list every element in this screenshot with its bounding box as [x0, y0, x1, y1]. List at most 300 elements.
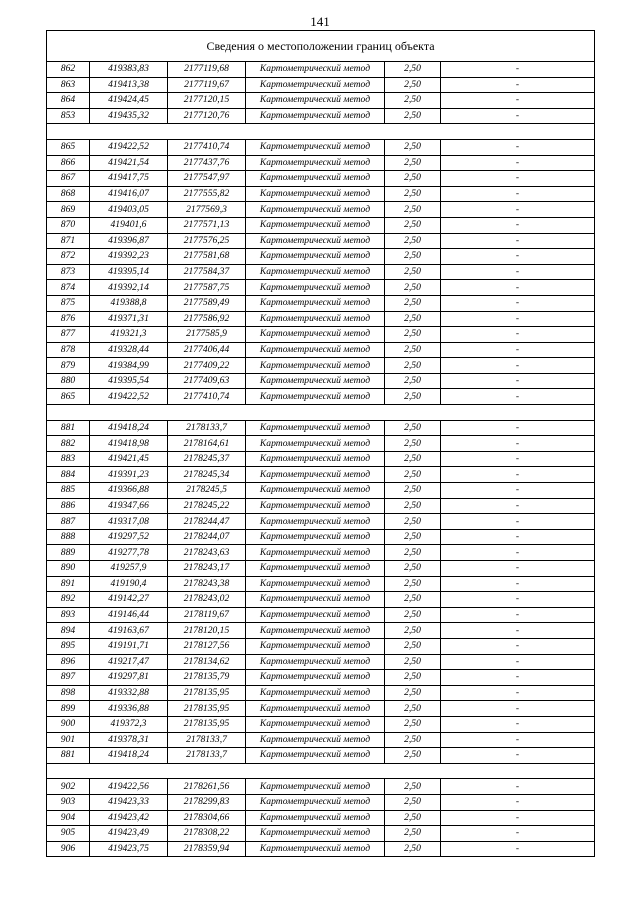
method-cell: Картометрический метод: [246, 483, 385, 499]
y-coordinate-cell: 2178135,95: [168, 701, 246, 717]
x-coordinate-cell: 419378,31: [90, 732, 168, 748]
table-row: [47, 685, 595, 701]
point-number-cell: 853: [47, 108, 90, 124]
accuracy-cell: 2,50: [385, 342, 441, 358]
method-cell: Картометрический метод: [246, 295, 385, 311]
y-coordinate-cell: 2178243,63: [168, 545, 246, 561]
method-cell: Картометрический метод: [246, 77, 385, 93]
method-cell: Картометрический метод: [246, 794, 385, 810]
table-row: [47, 451, 595, 467]
x-coordinate-cell: 419396,87: [90, 233, 168, 249]
point-number-cell: 891: [47, 576, 90, 592]
method-cell: Картометрический метод: [246, 155, 385, 171]
description-cell: -: [441, 529, 595, 545]
point-number-cell: 906: [47, 841, 90, 857]
method-cell: Картометрический метод: [246, 108, 385, 124]
method-cell: Картометрический метод: [246, 186, 385, 202]
y-coordinate-cell: 2177119,67: [168, 77, 246, 93]
table-row: [47, 841, 595, 857]
description-cell: -: [441, 233, 595, 249]
table-row: [47, 529, 595, 545]
x-coordinate-cell: 419383,83: [90, 62, 168, 78]
description-cell: -: [441, 607, 595, 623]
x-coordinate-cell: 419392,14: [90, 280, 168, 296]
table-row: [47, 186, 595, 202]
table-row: [47, 670, 595, 686]
description-cell: -: [441, 592, 595, 608]
description-cell: -: [441, 794, 595, 810]
group-separator-row: [47, 405, 595, 421]
accuracy-cell: 2,50: [385, 295, 441, 311]
x-coordinate-cell: 419435,32: [90, 108, 168, 124]
method-cell: Картометрический метод: [246, 93, 385, 109]
table-row: [47, 358, 595, 374]
method-cell: Картометрический метод: [246, 451, 385, 467]
table-row: [47, 607, 595, 623]
x-coordinate-cell: 419297,81: [90, 670, 168, 686]
accuracy-cell: 2,50: [385, 155, 441, 171]
table-row: [47, 327, 595, 343]
point-number-cell: 900: [47, 716, 90, 732]
point-number-cell: 881: [47, 748, 90, 764]
method-cell: Картометрический метод: [246, 748, 385, 764]
accuracy-cell: 2,50: [385, 436, 441, 452]
table-row: [47, 139, 595, 155]
group-separator-row: [47, 763, 595, 779]
point-number-cell: 874: [47, 280, 90, 296]
x-coordinate-cell: 419191,71: [90, 638, 168, 654]
y-coordinate-cell: 2177587,75: [168, 280, 246, 296]
table-row: [47, 592, 595, 608]
point-number-cell: 890: [47, 561, 90, 577]
description-cell: -: [441, 451, 595, 467]
accuracy-cell: 2,50: [385, 701, 441, 717]
method-cell: Картометрический метод: [246, 358, 385, 374]
description-cell: -: [441, 779, 595, 795]
description-cell: -: [441, 748, 595, 764]
accuracy-cell: 2,50: [385, 561, 441, 577]
accuracy-cell: 2,50: [385, 685, 441, 701]
description-cell: -: [441, 389, 595, 405]
y-coordinate-cell: 2177585,9: [168, 327, 246, 343]
table-row: [47, 373, 595, 389]
description-cell: -: [441, 108, 595, 124]
table-row: [47, 233, 595, 249]
accuracy-cell: 2,50: [385, 389, 441, 405]
table-row: [47, 420, 595, 436]
method-cell: Картометрический метод: [246, 732, 385, 748]
description-cell: -: [441, 436, 595, 452]
y-coordinate-cell: 2178243,02: [168, 592, 246, 608]
point-number-cell: 873: [47, 264, 90, 280]
page-number: 141: [310, 14, 330, 29]
point-number-cell: 894: [47, 623, 90, 639]
description-cell: -: [441, 155, 595, 171]
accuracy-cell: 2,50: [385, 108, 441, 124]
method-cell: Картометрический метод: [246, 233, 385, 249]
method-cell: Картометрический метод: [246, 62, 385, 78]
y-coordinate-cell: 2178127,56: [168, 638, 246, 654]
method-cell: Картометрический метод: [246, 139, 385, 155]
x-coordinate-cell: 419372,3: [90, 716, 168, 732]
table-row: [47, 311, 595, 327]
x-coordinate-cell: 419277,78: [90, 545, 168, 561]
y-coordinate-cell: 2178135,95: [168, 685, 246, 701]
accuracy-cell: 2,50: [385, 514, 441, 530]
accuracy-cell: 2,50: [385, 217, 441, 233]
table-row: [47, 264, 595, 280]
table-row: [47, 701, 595, 717]
point-number-cell: 866: [47, 155, 90, 171]
y-coordinate-cell: 2177584,37: [168, 264, 246, 280]
table-row: [47, 545, 595, 561]
accuracy-cell: 2,50: [385, 794, 441, 810]
description-cell: -: [441, 483, 595, 499]
y-coordinate-cell: 2177589,49: [168, 295, 246, 311]
method-cell: Картометрический метод: [246, 264, 385, 280]
x-coordinate-cell: 419403,05: [90, 202, 168, 218]
method-cell: Картометрический метод: [246, 311, 385, 327]
description-cell: -: [441, 295, 595, 311]
y-coordinate-cell: 2177410,74: [168, 139, 246, 155]
method-cell: Картометрический метод: [246, 592, 385, 608]
point-number-cell: 869: [47, 202, 90, 218]
table-row: [47, 576, 595, 592]
method-cell: Картометрический метод: [246, 654, 385, 670]
accuracy-cell: 2,50: [385, 77, 441, 93]
x-coordinate-cell: 419384,99: [90, 358, 168, 374]
accuracy-cell: 2,50: [385, 186, 441, 202]
y-coordinate-cell: 2178133,7: [168, 420, 246, 436]
table-row: [47, 77, 595, 93]
table-row: [47, 779, 595, 795]
x-coordinate-cell: 419190,4: [90, 576, 168, 592]
point-number-cell: 897: [47, 670, 90, 686]
group-separator-cell: [47, 124, 595, 140]
y-coordinate-cell: 2177410,74: [168, 389, 246, 405]
point-number-cell: 876: [47, 311, 90, 327]
description-cell: -: [441, 62, 595, 78]
x-coordinate-cell: 419416,07: [90, 186, 168, 202]
y-coordinate-cell: 2177555,82: [168, 186, 246, 202]
point-number-cell: 888: [47, 529, 90, 545]
description-cell: -: [441, 545, 595, 561]
x-coordinate-cell: 419422,52: [90, 139, 168, 155]
table-row: [47, 748, 595, 764]
y-coordinate-cell: 2177547,97: [168, 171, 246, 187]
table-row: [47, 826, 595, 842]
x-coordinate-cell: 419163,67: [90, 623, 168, 639]
accuracy-cell: 2,50: [385, 670, 441, 686]
description-cell: -: [441, 841, 595, 857]
description-cell: -: [441, 311, 595, 327]
accuracy-cell: 2,50: [385, 358, 441, 374]
y-coordinate-cell: 2178243,17: [168, 561, 246, 577]
y-coordinate-cell: 2177406,44: [168, 342, 246, 358]
point-number-cell: 882: [47, 436, 90, 452]
y-coordinate-cell: 2178308,22: [168, 826, 246, 842]
accuracy-cell: 2,50: [385, 545, 441, 561]
table-row: [47, 93, 595, 109]
x-coordinate-cell: 419423,42: [90, 810, 168, 826]
boundary-coordinates-table: [46, 30, 595, 857]
accuracy-cell: 2,50: [385, 779, 441, 795]
table-title-row: [47, 31, 595, 62]
description-cell: -: [441, 77, 595, 93]
description-cell: -: [441, 358, 595, 374]
point-number-cell: 880: [47, 373, 90, 389]
description-cell: -: [441, 514, 595, 530]
method-cell: Картометрический метод: [246, 841, 385, 857]
method-cell: Картометрический метод: [246, 623, 385, 639]
point-number-cell: 893: [47, 607, 90, 623]
description-cell: -: [441, 576, 595, 592]
point-number-cell: 887: [47, 514, 90, 530]
accuracy-cell: 2,50: [385, 420, 441, 436]
y-coordinate-cell: 2178135,95: [168, 716, 246, 732]
method-cell: Картометрический метод: [246, 685, 385, 701]
description-cell: -: [441, 623, 595, 639]
accuracy-cell: 2,50: [385, 716, 441, 732]
x-coordinate-cell: 419417,75: [90, 171, 168, 187]
method-cell: Картометрический метод: [246, 779, 385, 795]
point-number-cell: 864: [47, 93, 90, 109]
y-coordinate-cell: 2178304,66: [168, 810, 246, 826]
table-row: [47, 623, 595, 639]
x-coordinate-cell: 419217,47: [90, 654, 168, 670]
method-cell: Картометрический метод: [246, 498, 385, 514]
point-number-cell: 871: [47, 233, 90, 249]
point-number-cell: 862: [47, 62, 90, 78]
x-coordinate-cell: 419418,24: [90, 420, 168, 436]
y-coordinate-cell: 2177576,25: [168, 233, 246, 249]
table-row: [47, 498, 595, 514]
description-cell: -: [441, 498, 595, 514]
accuracy-cell: 2,50: [385, 171, 441, 187]
point-number-cell: 902: [47, 779, 90, 795]
method-cell: Картометрический метод: [246, 529, 385, 545]
point-number-cell: 879: [47, 358, 90, 374]
point-number-cell: 878: [47, 342, 90, 358]
y-coordinate-cell: 2178359,94: [168, 841, 246, 857]
accuracy-cell: 2,50: [385, 202, 441, 218]
x-coordinate-cell: 419413,38: [90, 77, 168, 93]
table-row: [47, 716, 595, 732]
x-coordinate-cell: 419422,56: [90, 779, 168, 795]
accuracy-cell: 2,50: [385, 280, 441, 296]
description-cell: -: [441, 171, 595, 187]
table-row: [47, 295, 595, 311]
description-cell: -: [441, 638, 595, 654]
y-coordinate-cell: 2178299,83: [168, 794, 246, 810]
accuracy-cell: 2,50: [385, 451, 441, 467]
y-coordinate-cell: 2178244,07: [168, 529, 246, 545]
description-cell: -: [441, 716, 595, 732]
point-number-cell: 868: [47, 186, 90, 202]
accuracy-cell: 2,50: [385, 233, 441, 249]
table-row: [47, 280, 595, 296]
y-coordinate-cell: 2178261,56: [168, 779, 246, 795]
accuracy-cell: 2,50: [385, 249, 441, 265]
table-row: [47, 794, 595, 810]
point-number-cell: 905: [47, 826, 90, 842]
description-cell: -: [441, 561, 595, 577]
x-coordinate-cell: 419392,23: [90, 249, 168, 265]
method-cell: Картометрический метод: [246, 607, 385, 623]
accuracy-cell: 2,50: [385, 841, 441, 857]
y-coordinate-cell: 2178245,34: [168, 467, 246, 483]
accuracy-cell: 2,50: [385, 311, 441, 327]
x-coordinate-cell: 419388,8: [90, 295, 168, 311]
table-row: [47, 514, 595, 530]
method-cell: Картометрический метод: [246, 342, 385, 358]
method-cell: Картометрический метод: [246, 420, 385, 436]
accuracy-cell: 2,50: [385, 592, 441, 608]
x-coordinate-cell: 419423,75: [90, 841, 168, 857]
point-number-cell: 877: [47, 327, 90, 343]
accuracy-cell: 2,50: [385, 732, 441, 748]
point-number-cell: 875: [47, 295, 90, 311]
x-coordinate-cell: 419423,33: [90, 794, 168, 810]
accuracy-cell: 2,50: [385, 529, 441, 545]
point-number-cell: 903: [47, 794, 90, 810]
table-row: [47, 436, 595, 452]
description-cell: -: [441, 654, 595, 670]
point-number-cell: 867: [47, 171, 90, 187]
method-cell: Картометрический метод: [246, 514, 385, 530]
table-row: [47, 810, 595, 826]
description-cell: -: [441, 342, 595, 358]
point-number-cell: 886: [47, 498, 90, 514]
table-row: [47, 561, 595, 577]
point-number-cell: 901: [47, 732, 90, 748]
x-coordinate-cell: 419332,88: [90, 685, 168, 701]
accuracy-cell: 2,50: [385, 826, 441, 842]
table-row: [47, 202, 595, 218]
x-coordinate-cell: 419422,52: [90, 389, 168, 405]
method-cell: Картометрический метод: [246, 638, 385, 654]
x-coordinate-cell: 419336,88: [90, 701, 168, 717]
accuracy-cell: 2,50: [385, 498, 441, 514]
table-row: [47, 342, 595, 358]
method-cell: Картометрический метод: [246, 467, 385, 483]
y-coordinate-cell: 2177571,13: [168, 217, 246, 233]
y-coordinate-cell: 2178245,37: [168, 451, 246, 467]
group-separator-cell: [47, 405, 595, 421]
point-number-cell: 872: [47, 249, 90, 265]
y-coordinate-cell: 2178119,67: [168, 607, 246, 623]
table-row: [47, 389, 595, 405]
description-cell: -: [441, 249, 595, 265]
y-coordinate-cell: 2177437,76: [168, 155, 246, 171]
accuracy-cell: 2,50: [385, 654, 441, 670]
point-number-cell: 889: [47, 545, 90, 561]
point-number-cell: 870: [47, 217, 90, 233]
point-number-cell: 881: [47, 420, 90, 436]
method-cell: Картометрический метод: [246, 545, 385, 561]
point-number-cell: 865: [47, 389, 90, 405]
accuracy-cell: 2,50: [385, 748, 441, 764]
description-cell: -: [441, 670, 595, 686]
table-row: [47, 62, 595, 78]
x-coordinate-cell: 419421,54: [90, 155, 168, 171]
x-coordinate-cell: 419328,44: [90, 342, 168, 358]
point-number-cell: 898: [47, 685, 90, 701]
description-cell: -: [441, 202, 595, 218]
method-cell: Картометрический метод: [246, 716, 385, 732]
point-number-cell: 895: [47, 638, 90, 654]
accuracy-cell: 2,50: [385, 139, 441, 155]
table-row: [47, 638, 595, 654]
method-cell: Картометрический метод: [246, 701, 385, 717]
method-cell: Картометрический метод: [246, 826, 385, 842]
x-coordinate-cell: 419317,08: [90, 514, 168, 530]
method-cell: Картометрический метод: [246, 280, 385, 296]
method-cell: Картометрический метод: [246, 670, 385, 686]
y-coordinate-cell: 2178164,61: [168, 436, 246, 452]
description-cell: -: [441, 186, 595, 202]
accuracy-cell: 2,50: [385, 638, 441, 654]
x-coordinate-cell: 419146,44: [90, 607, 168, 623]
y-coordinate-cell: 2177581,68: [168, 249, 246, 265]
boundary-table-container: [46, 30, 546, 857]
method-cell: Картометрический метод: [246, 576, 385, 592]
table-row: [47, 171, 595, 187]
y-coordinate-cell: 2177409,22: [168, 358, 246, 374]
accuracy-cell: 2,50: [385, 62, 441, 78]
x-coordinate-cell: 419424,45: [90, 93, 168, 109]
x-coordinate-cell: 419321,3: [90, 327, 168, 343]
table-row: [47, 155, 595, 171]
method-cell: Картометрический метод: [246, 389, 385, 405]
y-coordinate-cell: 2178244,47: [168, 514, 246, 530]
description-cell: -: [441, 217, 595, 233]
description-cell: -: [441, 826, 595, 842]
accuracy-cell: 2,50: [385, 810, 441, 826]
table-title: Сведения о местоположении границ объекта: [47, 31, 595, 62]
accuracy-cell: 2,50: [385, 483, 441, 499]
x-coordinate-cell: 419418,24: [90, 748, 168, 764]
x-coordinate-cell: 419395,54: [90, 373, 168, 389]
accuracy-cell: 2,50: [385, 264, 441, 280]
x-coordinate-cell: 419401,6: [90, 217, 168, 233]
method-cell: Картометрический метод: [246, 249, 385, 265]
table-row: [47, 108, 595, 124]
point-number-cell: 899: [47, 701, 90, 717]
y-coordinate-cell: 2178245,22: [168, 498, 246, 514]
description-cell: -: [441, 93, 595, 109]
x-coordinate-cell: 419366,88: [90, 483, 168, 499]
table-row: [47, 732, 595, 748]
y-coordinate-cell: 2177409,63: [168, 373, 246, 389]
description-cell: -: [441, 685, 595, 701]
description-cell: -: [441, 139, 595, 155]
table-row: [47, 654, 595, 670]
method-cell: Картометрический метод: [246, 327, 385, 343]
y-coordinate-cell: 2178133,7: [168, 748, 246, 764]
point-number-cell: 865: [47, 139, 90, 155]
y-coordinate-cell: 2178135,79: [168, 670, 246, 686]
description-cell: -: [441, 467, 595, 483]
accuracy-cell: 2,50: [385, 623, 441, 639]
x-coordinate-cell: 419347,66: [90, 498, 168, 514]
point-number-cell: 904: [47, 810, 90, 826]
point-number-cell: 884: [47, 467, 90, 483]
method-cell: Картометрический метод: [246, 561, 385, 577]
accuracy-cell: 2,50: [385, 576, 441, 592]
point-number-cell: 892: [47, 592, 90, 608]
y-coordinate-cell: 2178120,15: [168, 623, 246, 639]
